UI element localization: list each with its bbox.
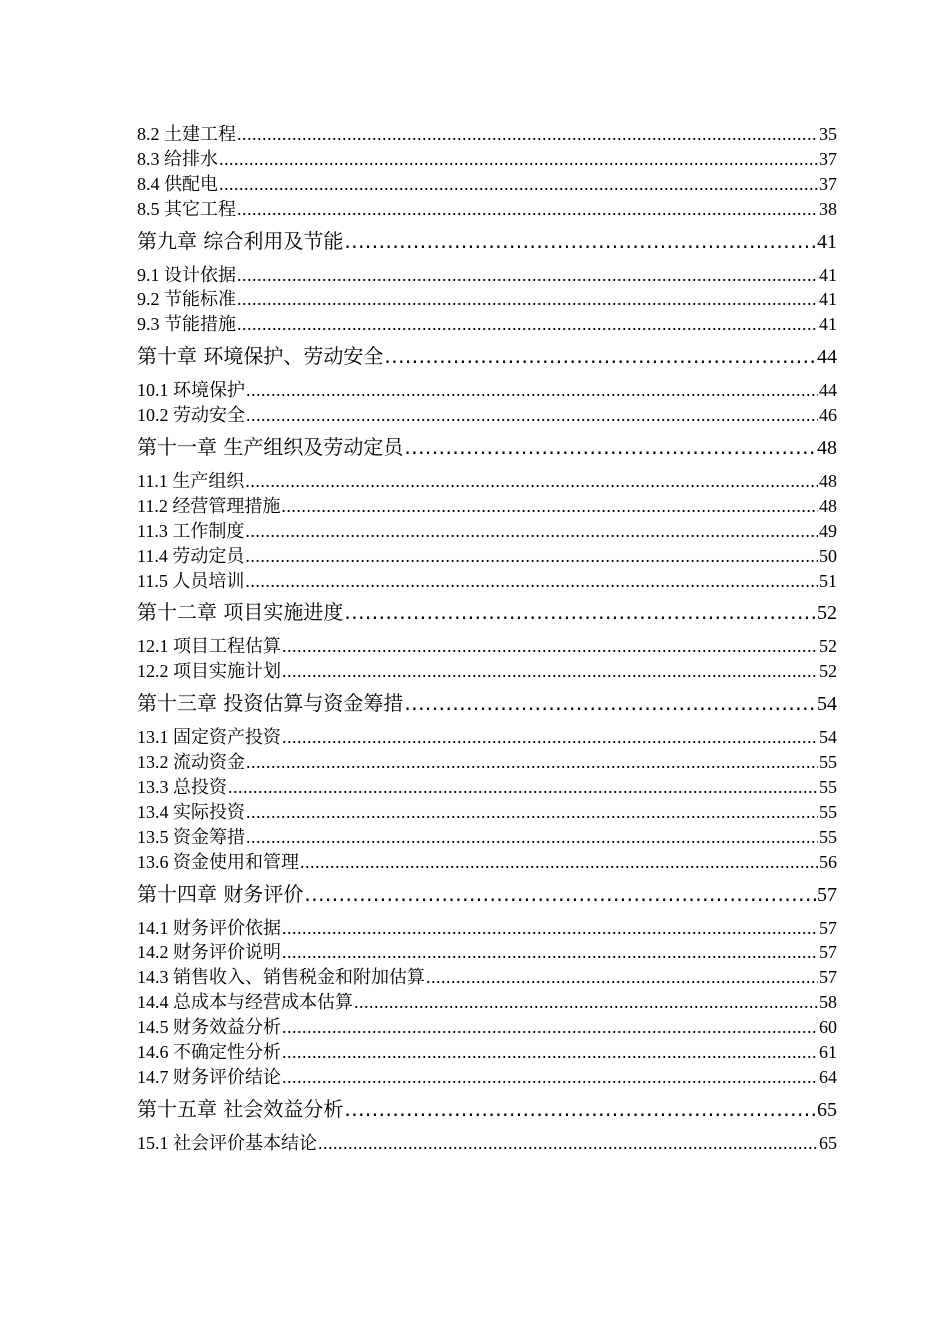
toc-section-entry[interactable]	[137, 1131, 837, 1156]
toc-leader-dots	[282, 916, 818, 941]
toc-section-entry[interactable]	[137, 965, 837, 990]
toc-entry-title: 12.1 项目工程估算	[137, 636, 281, 657]
toc-section-entry[interactable]	[137, 197, 837, 222]
toc-entry-title: 13.1 固定资产投资	[137, 727, 281, 748]
toc-leader-dots	[282, 659, 818, 684]
toc-page-number: 55	[819, 777, 837, 798]
toc-entry-title: 第九章 综合利用及节能	[137, 228, 344, 253]
toc-section-entry[interactable]	[137, 494, 837, 519]
toc-entry-title: 10.1 环境保护	[137, 380, 245, 401]
toc-entry-title: 11.5 人员培训	[137, 570, 245, 591]
toc-entry-title: 13.5 资金筹措	[137, 826, 245, 847]
toc-chapter-entry[interactable]	[137, 691, 837, 716]
toc-chapter-entry[interactable]	[137, 600, 837, 625]
toc-entry-title: 第十三章 投资估算与资金筹措	[137, 691, 404, 716]
toc-section-entry[interactable]	[137, 1065, 837, 1090]
toc-page-number: 52	[819, 636, 837, 657]
toc-leader-dots	[245, 519, 818, 544]
toc-chapter-entry[interactable]	[137, 344, 837, 369]
toc-leader-dots	[404, 691, 816, 716]
toc-leader-dots	[246, 800, 818, 825]
toc-leader-dots	[354, 990, 818, 1015]
toc-leader-dots	[246, 378, 818, 403]
toc-page-number: 51	[819, 570, 837, 591]
toc-entry-title: 15.1 社会评价基本结论	[137, 1132, 317, 1153]
toc-entry-title: 第十四章 财务评价	[137, 881, 304, 906]
toc-leader-dots	[304, 882, 816, 907]
toc-page-number: 58	[819, 992, 837, 1013]
toc-entry-title: 11.2 经营管理措施	[137, 495, 281, 516]
toc-section-entry[interactable]	[137, 403, 837, 428]
toc-entry-title: 14.3 销售收入、销售税金和附加估算	[137, 967, 425, 988]
toc-section-entry[interactable]	[137, 990, 837, 1015]
toc-entry-title: 8.4 供配电	[137, 173, 218, 194]
toc-leader-dots	[246, 403, 818, 428]
toc-section-entry[interactable]	[137, 800, 837, 825]
toc-entry-title: 11.1 生产组织	[137, 471, 245, 492]
toc-page-number: 52	[817, 602, 837, 625]
toc-chapter-entry[interactable]	[137, 435, 837, 460]
toc-section-entry[interactable]	[137, 634, 837, 659]
toc-leader-dots	[237, 122, 818, 147]
toc-page-number: 54	[819, 727, 837, 748]
toc-section-entry[interactable]	[137, 750, 837, 775]
toc-leader-dots	[282, 725, 818, 750]
toc-entry-title: 9.2 节能标准	[137, 289, 236, 310]
toc-entry-title: 第十章 环境保护、劳动安全	[137, 344, 384, 369]
toc-page-number: 50	[819, 545, 837, 566]
toc-page-number: 57	[819, 967, 837, 988]
toc-section-entry[interactable]	[137, 263, 837, 288]
toc-leader-dots	[282, 1015, 818, 1040]
toc-page-number: 41	[819, 264, 837, 285]
toc-section-entry[interactable]	[137, 122, 837, 147]
toc-entry-title: 第十一章 生产组织及劳动定员	[137, 435, 404, 460]
toc-entry-title: 11.3 工作制度	[137, 520, 245, 541]
toc-section-entry[interactable]	[137, 172, 837, 197]
toc-leader-dots	[245, 469, 818, 494]
toc-leader-dots	[237, 312, 818, 337]
toc-section-entry[interactable]	[137, 519, 837, 544]
toc-entry-title: 14.1 财务评价依据	[137, 917, 281, 938]
toc-section-entry[interactable]	[137, 850, 837, 875]
toc-entry-title: 8.5 其它工程	[137, 198, 236, 219]
toc-leader-dots	[344, 229, 816, 254]
toc-leader-dots	[219, 147, 818, 172]
toc-page-number: 37	[819, 148, 837, 169]
toc-leader-dots	[237, 287, 818, 312]
toc-leader-dots	[219, 172, 818, 197]
toc-section-entry[interactable]	[137, 1015, 837, 1040]
toc-entry-title: 12.2 项目实施计划	[137, 661, 281, 682]
toc-leader-dots	[246, 750, 818, 775]
toc-section-entry[interactable]	[137, 287, 837, 312]
toc-leader-dots	[300, 850, 818, 875]
toc-leader-dots	[245, 544, 818, 569]
toc-page-number: 48	[819, 471, 837, 492]
toc-page-number: 48	[819, 495, 837, 516]
toc-page-number: 57	[817, 883, 837, 906]
toc-page-number: 57	[819, 942, 837, 963]
toc-page-number: 55	[819, 801, 837, 822]
toc-section-entry[interactable]	[137, 916, 837, 941]
toc-section-entry[interactable]	[137, 825, 837, 850]
toc-page-number: 60	[819, 1017, 837, 1038]
toc-section-entry[interactable]	[137, 469, 837, 494]
toc-leader-dots	[404, 435, 816, 460]
toc-page-number: 54	[817, 693, 837, 716]
toc-entry-title: 13.4 实际投资	[137, 801, 245, 822]
toc-page-number: 55	[819, 826, 837, 847]
toc-entry-title: 9.3 节能措施	[137, 314, 236, 335]
toc-page-number: 57	[819, 917, 837, 938]
toc-leader-dots	[282, 1040, 818, 1065]
toc-entry-title: 14.2 财务评价说明	[137, 942, 281, 963]
toc-entry-title: 8.3 给排水	[137, 148, 218, 169]
toc-entry-title: 9.1 设计依据	[137, 264, 236, 285]
toc-leader-dots	[344, 600, 816, 625]
toc-section-entry[interactable]	[137, 312, 837, 337]
toc-leader-dots	[282, 940, 818, 965]
toc-entry-title: 14.6 不确定性分析	[137, 1042, 281, 1063]
toc-page-number: 56	[819, 851, 837, 872]
toc-leader-dots	[384, 344, 816, 369]
toc-leader-dots	[344, 1097, 816, 1122]
toc-page-number: 37	[819, 173, 837, 194]
toc-section-entry[interactable]	[137, 147, 837, 172]
toc-leader-dots	[246, 825, 818, 850]
toc-section-entry[interactable]	[137, 569, 837, 594]
toc-entry-title: 第十二章 项目实施进度	[137, 600, 344, 625]
toc-page-number: 64	[819, 1066, 837, 1087]
toc-entry-title: 11.4 劳动定员	[137, 545, 245, 566]
toc-chapter-entry[interactable]	[137, 882, 837, 907]
toc-entry-title: 14.4 总成本与经营成本估算	[137, 992, 353, 1013]
toc-page-number: 46	[819, 405, 837, 426]
toc-leader-dots	[426, 965, 818, 990]
toc-chapter-entry[interactable]	[137, 1097, 837, 1122]
toc-page-number: 35	[819, 124, 837, 144]
toc-entry-title: 第十五章 社会效益分析	[137, 1096, 344, 1121]
table-of-contents	[137, 122, 837, 1156]
toc-page-number: 48	[817, 437, 837, 460]
toc-entry-title: 13.2 流动资金	[137, 752, 245, 773]
toc-entry-title: 13.6 资金使用和管理	[137, 851, 299, 872]
toc-entry-title: 8.2 土建工程	[137, 124, 236, 144]
toc-leader-dots	[228, 775, 818, 800]
toc-leader-dots	[282, 1065, 818, 1090]
toc-leader-dots	[237, 197, 818, 222]
toc-leader-dots	[245, 569, 818, 594]
toc-section-entry[interactable]	[137, 659, 837, 684]
toc-page-number: 44	[819, 380, 837, 401]
toc-page-number: 38	[819, 198, 837, 219]
toc-section-entry[interactable]	[137, 378, 837, 403]
toc-page-number: 41	[817, 230, 837, 253]
toc-section-entry[interactable]	[137, 725, 837, 750]
toc-entry-title: 14.7 财务评价结论	[137, 1066, 281, 1087]
toc-page-number: 65	[817, 1098, 837, 1121]
toc-page-number: 44	[817, 346, 837, 369]
toc-section-entry[interactable]	[137, 544, 837, 569]
toc-leader-dots	[237, 263, 818, 288]
toc-page-number: 65	[819, 1132, 837, 1153]
toc-entry-title: 14.5 财务效益分析	[137, 1017, 281, 1038]
toc-page-number: 61	[819, 1042, 837, 1063]
toc-section-entry[interactable]	[137, 1040, 837, 1065]
toc-page-number: 49	[819, 520, 837, 541]
toc-section-entry[interactable]	[137, 775, 837, 800]
toc-entry-title: 13.3 总投资	[137, 777, 227, 798]
toc-page-number: 52	[819, 661, 837, 682]
toc-page-number: 41	[819, 314, 837, 335]
toc-leader-dots	[282, 634, 818, 659]
toc-entry-title: 10.2 劳动安全	[137, 405, 245, 426]
toc-leader-dots	[318, 1131, 818, 1156]
toc-page-number: 55	[819, 752, 837, 773]
toc-section-entry[interactable]	[137, 940, 837, 965]
toc-page-number: 41	[819, 289, 837, 310]
toc-chapter-entry[interactable]	[137, 229, 837, 254]
toc-leader-dots	[281, 494, 818, 519]
